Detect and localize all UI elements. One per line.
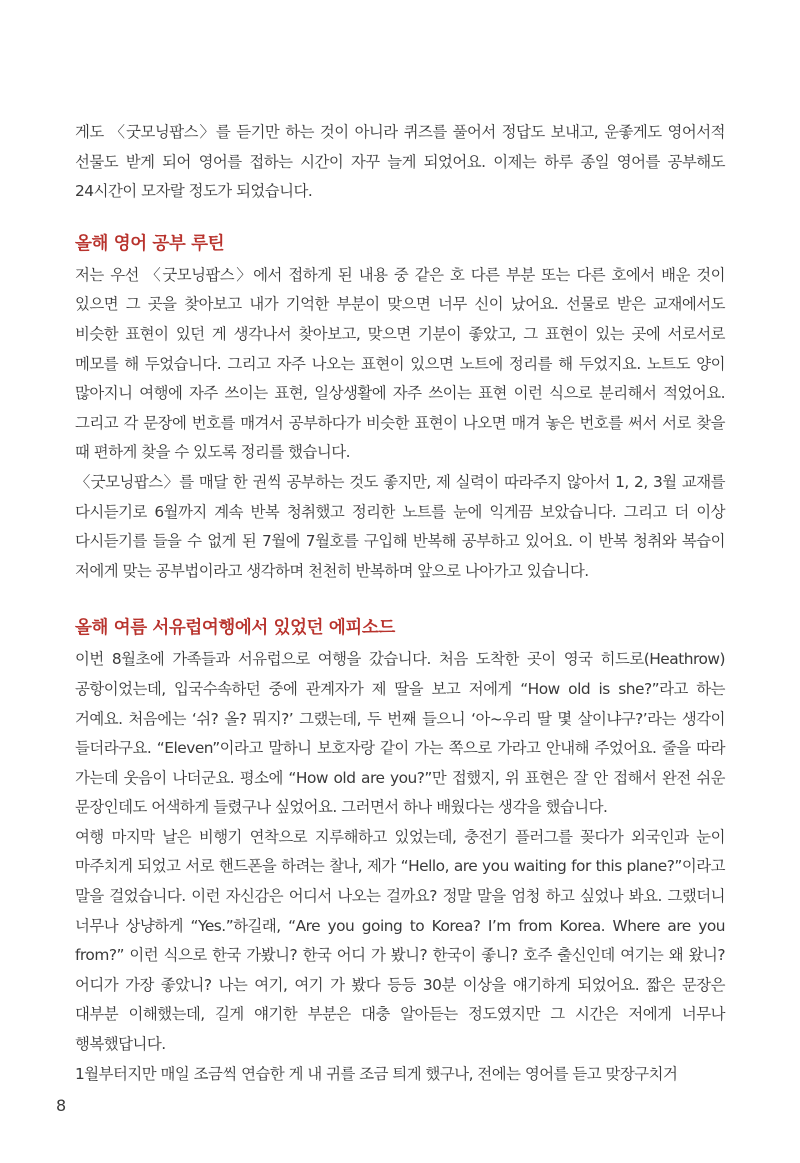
routine-paragraph-2: 〈굿모닝팝스〉를 매달 한 권씩 공부하는 것도 좋지만, 제 실력이 따라주지 않아서 1, 2, 3월 교재를 다시듣기로 6월까지 계속 반복 청취했고 정리한 노트를 눈에 익게끔 보았습니다. 그리고 더 이상 다시듣기를 들을 수 없게 된 7월에 7월호를 구입해 반복해 공부하고 있어요. 이 반복 청취와 복습이 저에게 맞는 공부법이라고 생각하며 천천히 반복하며 앞으로 나아가고 있습니다.: [75, 472, 725, 580]
page-body: [75, 118, 725, 1089]
travel-paragraph-3: 1월부터지만 매일 조금씩 연습한 게 내 귀를 조금 틔게 했구나, 전에는 영어를 듣고 맞장구치거: [75, 1064, 678, 1083]
intro-paragraph: 게도 〈굿모닝팝스〉를 듣기만 하는 것이 아니라 퀴즈를 풀어서 정답도 보내고, 운좋게도 영어서적 선물도 받게 되어 영어를 접하는 시간이 자꾸 늘게 되었어요. 이제는 하루 종일 영어를 공부해도 24시간이 모자랄 정도가 되었습니다.: [75, 123, 725, 201]
section-heading-routine: 올해 영어 공부 루틴: [75, 233, 225, 254]
travel-paragraph-2: 여행 마지막 날은 비행기 연착으로 지루해하고 있었는데, 충전기 플러그를 꽂다가 외국인과 눈이 마주치게 되었고 서로 핸드폰을 하려는 찰나, 제가 “Hello, are you waiting for this plane?”이라고 말을 걸었습니다. 이런 자신감은 어디서 나오는 걸까요? 정말 말을 엄청 하고 싶었나 봐요. 그랬더니 너무나 상냥하게 “Yes.”하길래, “Are you going to Korea? I’m from Korea. Where are you from?” 이런 식으로 한국 가봤니? 한국 어디 가 봤니? 한국이 좋니? 호주 출신인데 여기는 왜 왔니? 어디가 가장 좋았니? 나는 여기, 여기 가 봤다 등등 30분 이상을 얘기하게 되었어요. 짧은 문장은 대부분 이해했는데, 길게 얘기한 부분은 대충 알아듣는 정도였지만 그 시간은 저에게 너무나 행복했답니다.: [75, 827, 725, 1054]
travel-paragraph-1: 이번 8월초에 가족들과 서유럽으로 여행을 갔습니다. 처음 도착한 곳이 영국 히드로(Heathrow) 공항이었는데, 입국수속하던 중에 관계자가 제 딸을 보고 저에게 “How old is she?”라고 하는 거예요. 처음에는 ‘쉬? 올? 뭐지?’ 그랬는데, 두 번째 들으니 ‘아~우리 딸 몇 살이냐구?’라는 생각이 들더라구요. “Eleven”이라고 말하니 보호자랑 같이 가는 쪽으로 가라고 안내해 주었어요. 줄을 따라 가는데 웃음이 나더군요. 평소에 “How old are you?”만 접했지, 위 표현은 잘 안 접해서 완전 쉬운 문장인데도 어색하게 들렸구나 싶었어요. 그러면서 하나 배웠다는 생각을 했습니다.: [75, 650, 725, 817]
routine-paragraph-1: 저는 우선 〈굿모닝팝스〉에서 접하게 된 내용 중 같은 호 다른 부분 또는 다른 호에서 배운 것이 있으면 그 곳을 찾아보고 내가 기억한 부분이 맞으면 너무 신이 났어요. 선물로 받은 교재에서도 비슷한 표현이 있던 게 생각나서 찾아보고, 맞으면 기분이 좋았고, 그 표현이 있는 곳에 서로서로 메모를 해 두었습니다. 그리고 자주 나오는 표현이 있으면 노트에 정리를 해 두었지요. 노트도 양이 많아지니 여행에 자주 쓰이는 표현, 일상생활에 자주 쓰이는 표현 이런 식으로 분리해서 적었어요. 그리고 각 문장에 번호를 매겨서 공부하다가 비슷한 표현이 나오면 매겨 놓은 번호를 써서 서로 찾을 때 편하게 찾을 수 있도록 정리를 했습니다.: [75, 265, 725, 462]
section-heading-travel: 올해 여름 서유럽여행에서 있었던 에피소드: [75, 618, 395, 639]
page-number: 8: [56, 1096, 67, 1115]
